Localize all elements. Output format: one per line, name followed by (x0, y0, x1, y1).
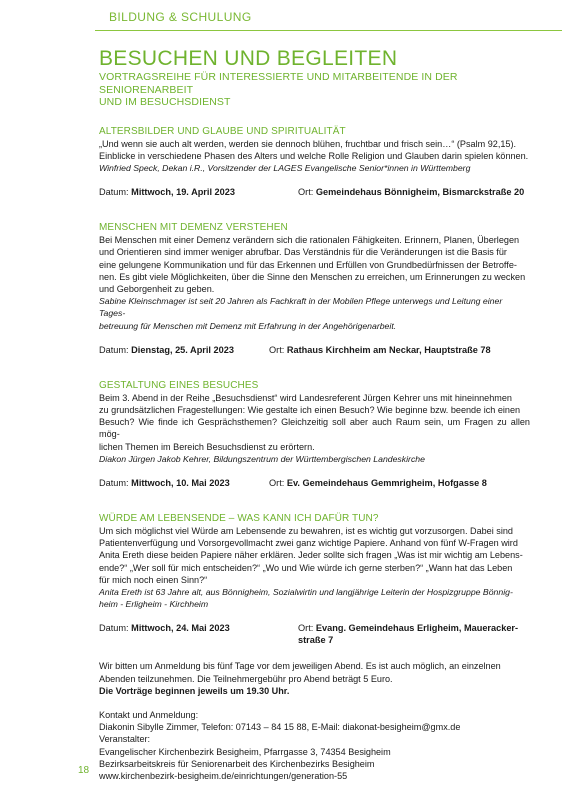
contact-line: Bezirksarbeitskreis für Seniorenarbeit des Kirchenbezirks Besigheim (99, 758, 375, 769)
talk-1 (99, 126, 530, 199)
talk-dateline (99, 622, 530, 646)
place-label: Ort: (269, 477, 287, 488)
talk-speaker (99, 453, 530, 465)
text-line: Beim 3. Abend in der Reihe „Besuchsdienst“ wird Landesreferent Jürgen Kehrer uns mit hineinnehmen (99, 392, 512, 403)
text-line: Anita Ereth diese beiden Papiere näher erklären. Jeder sollte sich fragen „Was ist mir wichtig am Lebens- (99, 550, 523, 561)
place-label: Ort: (298, 623, 316, 634)
website-link[interactable]: www.kirchenbezirk-besigheim.de/einrichtungen/generation-55 (99, 771, 348, 781)
text-line: und Geborgenheit zu geben. (99, 283, 215, 294)
speaker-line: betreuung für Menschen mit Demenz mit Erfahrung in der Angehörigenarbeit. (99, 320, 397, 331)
talk-dateline (99, 344, 530, 356)
date-label: Datum: (99, 623, 132, 634)
main-content (99, 48, 530, 782)
note-line: Wir bitten um Anmeldung bis fünf Tage vor dem jeweiligen Abend. Es ist auch möglich, an einzelnen (99, 661, 501, 672)
page-title: BESUCHEN UND BEGLEITEN (99, 47, 398, 70)
text-line: lichen Themen im Bereich Besuchsdienst zu erörtern. (99, 441, 315, 452)
date-value: Dienstag, 25. April 2023 (131, 344, 234, 355)
page-number: 18 (78, 765, 90, 776)
text-line: zu grundsätzlichen Fragestellungen: Wie gestalte ich einen Besuch? Wie beginne bzw. beende ich einen (99, 404, 521, 415)
text-line: Patientenverfügung und Vorsorgevollmacht zwei ganz wichtige Papiere. Anhand von fünf W-Fragen wird (99, 538, 518, 549)
section-header (95, 0, 562, 31)
subtitle-line: UND IM BESUCHSDIENST (99, 96, 231, 108)
talk-title: GESTALTUNG EINES BESUCHES (99, 379, 259, 391)
speaker-line: Winfried Speck, Dekan i.R., Vorsitzender der LAGES Evangelische Senior*innen in Württemberg (99, 162, 471, 173)
text-line: und Orientieren sind immer weniger abrufbar. Das Verständnis für die Veränderungen ist die Basis für (99, 247, 507, 258)
place-label: Ort: (298, 187, 316, 198)
date-field (99, 344, 234, 356)
place-field (298, 622, 530, 646)
talk-speaker (99, 586, 530, 610)
talk-description (99, 392, 530, 453)
contact-line: Kontakt und Anmeldung: (99, 709, 199, 720)
text-line: Bei Menschen mit einer Demenz verändern sich die rationalen Fähigkeiten. Erinnern, Planen, Überlegen (99, 235, 520, 246)
place-field (298, 186, 524, 198)
speaker-line: heim - Erligheim - Kirchheim (99, 599, 209, 610)
talk-dateline (99, 186, 530, 198)
talk-description (99, 234, 530, 295)
place-value: Evang. Gemeindehaus Erligheim, Mauerackerstraße 7 (298, 623, 519, 646)
talk-title: MENSCHEN MIT DEMENZ VERSTEHEN (99, 222, 288, 234)
date-label: Datum: (99, 187, 132, 198)
talk-4 (99, 512, 530, 646)
place-field (269, 344, 491, 356)
contact-block (99, 709, 530, 782)
talk-2 (99, 222, 530, 356)
contact-line: Evangelischer Kirchenbezirk Besigheim, Pfarrgasse 3, 74354 Besigheim (99, 746, 391, 757)
note-line: Abenden teilzunehmen. Die Teilnehmergebühr pro Abend beträgt 5 Euro. (99, 673, 393, 684)
talk-description (99, 525, 530, 586)
date-value: Mittwoch, 24. Mai 2023 (131, 623, 230, 634)
talk-title: WÜRDE AM LEBENSENDE – WAS KANN ICH DAFÜR TUN? (99, 512, 379, 524)
speaker-line: Anita Ereth ist 63 Jahre alt, aus Bönnigheim, Sozialwirtin und langjährige Leiterin der Hospizgruppe Bönnig- (99, 586, 513, 597)
place-value: Rathaus Kirchheim am Neckar, Hauptstraße 78 (286, 344, 491, 355)
speaker-line: Diakon Jürgen Jakob Kehrer, Bildungszentrum der Württembergischen Landeskirche (99, 453, 425, 464)
place-label: Ort: (269, 344, 287, 355)
date-label: Datum: (99, 344, 132, 355)
date-value: Mittwoch, 19. April 2023 (131, 187, 235, 198)
place-value: Gemeindehaus Bönnigheim, Bismarckstraße 20 (315, 187, 525, 198)
place-field (269, 477, 487, 489)
date-field (99, 186, 235, 198)
text-line: für mich noch einen Sinn?“ (99, 574, 208, 585)
text-line: eine gelungene Kommunikation und für das Erkennen und Erfüllen von Grundbedürfnissen der Betroffe- (99, 259, 517, 270)
start-time-note: Die Vorträge beginnen jeweils um 19.30 Uhr. (99, 685, 290, 696)
text-line: ende?“ „Wer soll für mich entscheiden?“ „Wo und Wie würde ich gerne sterben?“ „Wann hat das Leben (99, 562, 513, 573)
text-line: Besuch? Wie finde ich Gesprächsthemen? Gleichzeitig soll aber auch Raum sein, um Fragen zu allen mög- (99, 417, 530, 440)
contact-line: Diakonin Sibylle Zimmer, Telefon: 07143 – 84 15 88, E-Mail: diakonat-besigheim@gmx.de (99, 722, 461, 733)
registration-note (99, 660, 530, 697)
text-line: nen. Es gibt viele Möglichkeiten, über die Sinne den Menschen zu erreichen, um Erinnerungen zu wecken (99, 271, 526, 282)
talk-3 (99, 380, 530, 489)
talk-speaker (99, 295, 530, 332)
page-subtitle (99, 71, 530, 109)
speaker-line: Sabine Kleinschmager ist seit 20 Jahren als Fachkraft in der Mobilen Pflege unterwegs und Leitung einer Tages- (99, 296, 503, 319)
place-value: Ev. Gemeindehaus Gemmrigheim, Hofgasse 8 (286, 477, 487, 488)
text-line: Einblicke in verschiedene Phasen des Alters und welche Rolle Religion und Glauben darin spielen können. (99, 150, 529, 161)
section-label: BILDUNG & SCHULUNG (109, 10, 252, 24)
subtitle-line: VORTRAGSREIHE FÜR INTERESSIERTE UND MITARBEITENDE IN DER SENIORENARBEIT (99, 71, 458, 96)
text-line: Um sich möglichst viel Würde am Lebensende zu bewahren, ist es wichtig gut vorzusorgen. Dabei sind (99, 525, 513, 536)
text-line: „Und wenn sie auch alt werden, werden sie dennoch blühen, fruchtbar und frisch sein…“ (Psalm 92,15). (99, 138, 517, 149)
talk-description (99, 138, 530, 162)
date-field (99, 477, 230, 489)
date-value: Mittwoch, 10. Mai 2023 (131, 477, 230, 488)
talk-speaker (99, 162, 530, 174)
talk-title: ALTERSBILDER UND GLAUBE UND SPIRITUALITÄT (99, 125, 346, 137)
contact-line: Veranstalter: (99, 734, 151, 745)
talk-dateline (99, 477, 530, 489)
date-label: Datum: (99, 477, 132, 488)
date-field (99, 622, 230, 634)
